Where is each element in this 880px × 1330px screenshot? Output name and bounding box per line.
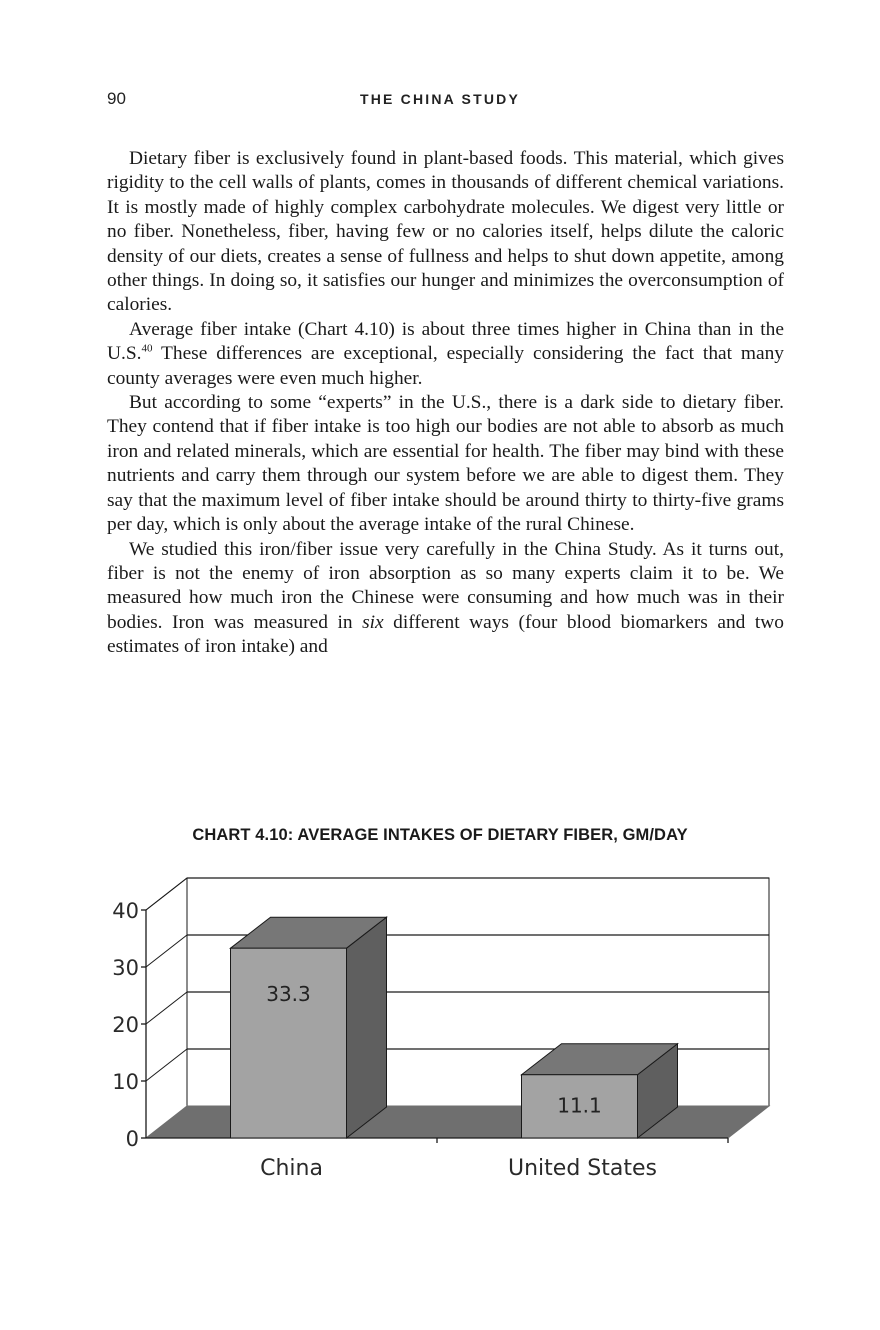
running-head: THE CHINA STUDY (359, 91, 521, 107)
data-label-0: 33.3 (266, 982, 311, 1007)
paragraph-3: But according to some “experts” in the U.S., there is a dark side to dietary fiber. They contend that if fiber intake is too high our bodies are not able to absorb as much iron and related minerals, which are essential for health. The fiber may bind with these nutrients and carry them through our system before we are able to digest them. They say that the maximum level of fiber intake should be around thirty to thirty-five grams per day, which is only about the average intake of the rural Chinese. (107, 392, 784, 536)
x-category-label-1: United States (508, 1156, 657, 1181)
data-label-1: 11.1 (557, 1093, 602, 1118)
side-gridline (146, 878, 187, 910)
side-gridline (146, 992, 187, 1024)
paragraph-2-text: Average fiber intake (Chart 4.10) is about three times higher in China than in the U.S. (107, 318, 784, 365)
bar-0 (231, 948, 347, 1138)
paragraph-4 (107, 538, 784, 660)
y-tick-label: 10 (112, 1070, 139, 1094)
y-tick-label: 20 (112, 1013, 139, 1037)
side-gridline (146, 935, 187, 967)
page-number: 90 (107, 89, 126, 108)
body-text (107, 147, 784, 660)
reference-superscript: 40 (141, 342, 153, 355)
paragraph-1: Dietary fiber is exclusively found in plant-based foods. This material, which gives rigidity to the cell walls of plants, comes in thousands of different chemical variations. It is mostly made of highly complex carbohydrate molecules. We digest very little or no fiber. Nonetheless, fiber, having few or no calories itself, helps dilute the caloric density of our diets, creates a sense of fullness and helps to shut down appetite, among other things. In doing so, it satisfies our hunger and minimizes the overconsumption of calories. (107, 148, 784, 316)
paragraph-2 (107, 318, 784, 391)
paragraph-4-text-cont: different ways (four blood biomarkers and two estimates of iron intake) and (107, 611, 784, 658)
paragraph-2-text-cont: These differences are exceptional, especially considering the fact that many county averages were even much higher. (107, 343, 784, 389)
chart-title: CHART 4.10: AVERAGE INTAKES OF DIETARY FIBER, GM/DAY (192, 826, 688, 844)
y-tick-label: 40 (112, 899, 139, 923)
side-gridline (146, 1049, 187, 1081)
paragraph-4-text: We studied this iron/fiber issue very carefully in the China Study. As it turns out, fiber is not the enemy of iron absorption as so many experts claim it to be. We measured how much iron the Chinese were consuming and how much was in their bodies. Iron was measured in (107, 538, 784, 633)
y-tick-label: 0 (125, 1127, 139, 1151)
bar-side-0 (347, 917, 387, 1138)
y-tick-label: 30 (112, 956, 139, 980)
paragraph-4-italic: six (362, 611, 384, 633)
x-category-label-0: China (260, 1156, 323, 1181)
bar-chart (0, 870, 880, 1200)
